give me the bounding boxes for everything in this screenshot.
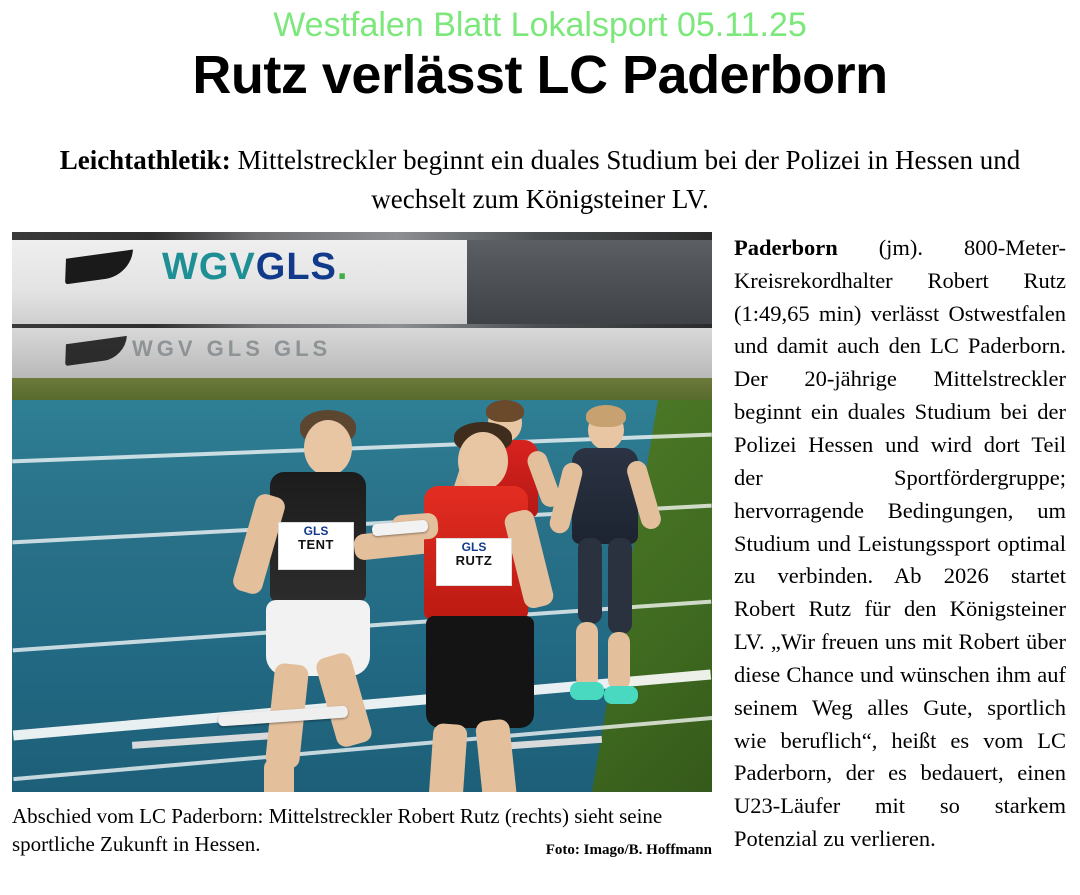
runner-shin bbox=[608, 632, 630, 690]
subheadline-text: Mittelstreckler beginnt ein duales Studium bei der Polizei in Hessen und wechselt zum Königsteiner LV. bbox=[230, 145, 1021, 214]
runner-hair bbox=[486, 400, 524, 422]
runner-leg bbox=[475, 718, 519, 792]
photo-caption-text: Abschied vom LC Paderborn: Mittelstreckler Robert Rutz (rechts) sieht seine sportliche Zukunft in Hessen. bbox=[12, 803, 663, 857]
runner-bib bbox=[436, 538, 512, 586]
photo-column bbox=[12, 232, 712, 859]
runner-leg bbox=[426, 723, 468, 792]
board-gls-text: GLS bbox=[255, 245, 337, 288]
runner-leg bbox=[608, 538, 632, 634]
bib-sponsor: GLS bbox=[303, 523, 329, 538]
subheadline-lead-in: Leichtathletik: bbox=[59, 145, 231, 176]
runner-bib bbox=[278, 522, 354, 570]
article-body-text: (jm). 800-Meter-Kreisrekordhalter Robert Rutz (1:49,65 min) verlässt Ostwestfalen und damit auch den LC Paderborn. Der 20-jährige Mittelstreckler beginnt ein duales Studium bei der Polizei Hessen und wird dort Teil der Sportfördergruppe; hervorragende Bedingungen, um Studium und Leistungssport optimal zu verbinden. Ab 2026 startet Robert Rutz für den Königsteiner LV. „Wir freuen uns mit Robert über diese Chance und wünschen ihm auf seinem Weg alles Gute, sportlich wie beruflich“, heißt es vom LC Paderborn, der es bedauert, einen U23-Läufer mit so starkem Potenzial zu verlieren. bbox=[734, 234, 1066, 852]
article-photo bbox=[12, 232, 712, 792]
runner-shin bbox=[264, 758, 294, 792]
board-dot-text: . bbox=[336, 245, 349, 288]
bib-name: TENT bbox=[298, 536, 334, 552]
photo-advert-board-dark bbox=[467, 240, 712, 324]
runner-head bbox=[458, 432, 508, 490]
photo-credit: Foto: Imago/B. Hoffmann bbox=[545, 842, 712, 859]
runner-tights bbox=[426, 616, 534, 728]
runner-shoe bbox=[604, 686, 638, 704]
bib-sponsor: GLS bbox=[461, 539, 487, 554]
source-attribution-line: Westfalen Blatt Lokalsport 05.11.25 bbox=[273, 6, 807, 44]
photo-runner-tent bbox=[208, 414, 408, 792]
photo-caption bbox=[12, 802, 712, 859]
photo-runner-rutz bbox=[382, 424, 602, 792]
article-body-area bbox=[0, 232, 1080, 859]
article-text bbox=[734, 232, 1070, 859]
board-wgv-text: WGV bbox=[162, 245, 256, 288]
subheadline bbox=[54, 141, 1026, 218]
photo-board-lower-text: WGV GLS GLS bbox=[132, 335, 332, 361]
bib-name: RUTZ bbox=[455, 552, 493, 568]
photo-board-sponsor-text bbox=[162, 246, 348, 289]
runner-head bbox=[304, 420, 352, 476]
page-title: Rutz verlässt LC Paderborn bbox=[192, 44, 888, 105]
article-dateline: Paderborn bbox=[734, 234, 838, 260]
